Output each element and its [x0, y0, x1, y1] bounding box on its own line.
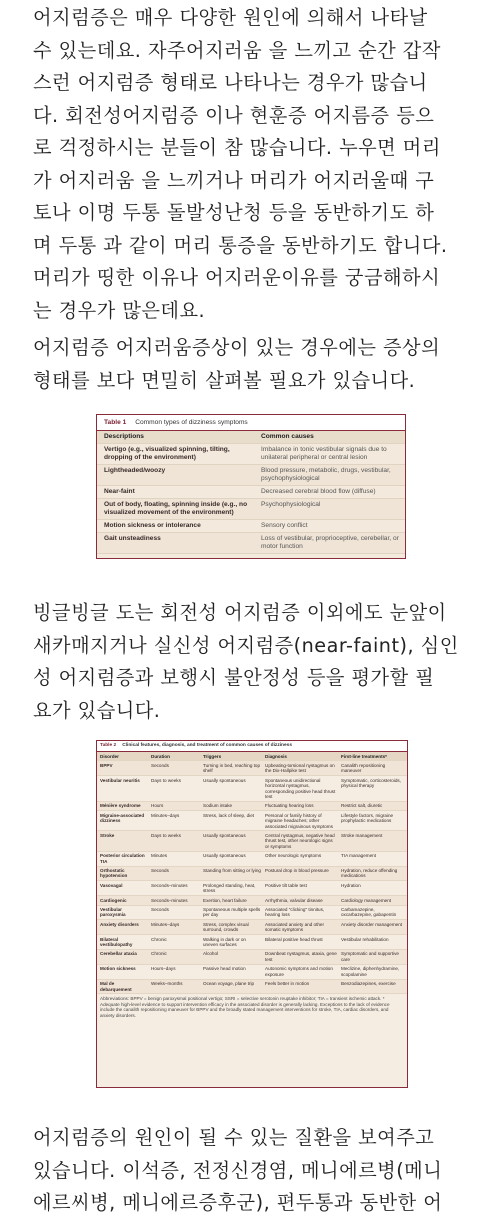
table-cell: Upbeating-torsional nystagmus on the Dix-Hallpike test	[265, 762, 335, 774]
table-cell: Spontaneous unidirectional horizontal nystagmus, corresponding positive head thrust test	[265, 777, 336, 799]
text-line: 어지럼증 어지러움증상이 있는 경우에는 증상의	[33, 336, 441, 359]
table-row	[97, 935, 407, 950]
table-row	[97, 906, 407, 921]
table-cell: Minutes	[151, 853, 168, 859]
table-cell: Meclizine, diphenhydramine, scopolamine	[341, 966, 400, 977]
table-cell: Stroke management	[341, 832, 383, 838]
table-cell: Loss of vestibular, proprioceptive, cerebellar, or motor function	[261, 535, 399, 550]
table-cell: Chronic	[151, 936, 167, 942]
table-cell: Vestibular rehabilitation	[341, 936, 389, 942]
table-cell: Days to weeks	[151, 832, 181, 838]
table-cell: Ménière syndrome	[100, 803, 141, 809]
table-row	[97, 444, 405, 465]
text-line: 요가 있습니다.	[33, 698, 161, 722]
text-line: 어지럼증의 원인이 될 수 있는 질환을 보여주고	[33, 1126, 435, 1149]
table-cell: Bilateral positive head thrust	[265, 936, 323, 942]
text-line: 로 걱정하시는 분들이 참 많습니다. 누우면 머리	[33, 136, 441, 159]
table-cell: Passive head motion	[203, 966, 246, 972]
table-cell: Ocean voyage, plane trip	[203, 981, 255, 987]
text-line: 가 어지러움 을 느끼거나 머리가 어지러울때 구	[33, 168, 435, 192]
table-cell: Postural drop in blood pressure	[265, 868, 329, 873]
table-cell: Cardiogenic	[100, 897, 127, 903]
text-line: 있습니다. 이석증, 전정신경염, 메니에르병(메니	[33, 1158, 443, 1182]
text-line: 어지럼증은 매우 다양한 원인에 의해서 나타날	[33, 6, 428, 29]
table-cell: Hours	[151, 803, 164, 809]
table-cell: Fluctuating hearing loss	[265, 803, 314, 809]
table-cell: Psychophysiological	[261, 501, 321, 508]
evaluation-paragraph	[33, 597, 473, 727]
table-row	[97, 802, 407, 811]
table-cell: Lightheaded/woozy	[104, 467, 166, 474]
table-cell: Usually spontaneous	[203, 777, 246, 783]
table-cell: Usually spontaneous	[203, 853, 246, 859]
table-cell: Standing from sitting or lying	[203, 868, 261, 873]
table-cell: Autonomic symptoms and motion exposure	[265, 966, 333, 977]
table-cell: Seconds–minutes	[151, 897, 188, 903]
symptom-paragraph	[33, 332, 473, 397]
causes-paragraph	[33, 1122, 473, 1220]
table-cell: Hydration	[341, 882, 361, 888]
table-cell: Symptomatic and supportive care	[341, 951, 399, 962]
table-cell: Vestibular neuritis	[100, 777, 140, 783]
table-cell: Alcohol	[203, 951, 219, 957]
table-header-cell: Descriptions	[104, 433, 144, 440]
table-cell: Bilateral vestibulopathy	[100, 936, 133, 948]
dizziness-types-table	[96, 414, 406, 559]
table-cell: Lifestyle factors, migraine prophylactic medications	[341, 812, 394, 824]
table-cell: Out of body, floating, spinning inside (e.g., no visualized movement of the environment)	[104, 501, 248, 516]
table-cell: Stroke	[100, 832, 115, 838]
text-line: 머리가 띵한 이유나 어지러운이유를 궁금해하시	[33, 266, 441, 289]
table-cell: Cerebellar ataxia	[100, 951, 137, 957]
table-cell: Seconds	[151, 762, 169, 768]
table-cell: TIA management	[341, 853, 376, 859]
text-line: 수 있는데요. 자주어지러움 을 느끼고 순간 갑작	[33, 38, 441, 62]
table-cell: Sodium intake	[203, 803, 233, 809]
table-cell: Hydration, reduce offending medications	[341, 868, 398, 879]
table-header-cell: Diagnosis	[265, 753, 287, 759]
table-cell: Seconds	[151, 907, 169, 913]
table-cell: Prolonged standing, heat, stress	[203, 882, 256, 894]
table-header-row	[97, 431, 405, 444]
table-row	[97, 761, 407, 776]
table-cell: Downbeat nystagmus, ataxia, gene test	[265, 951, 337, 962]
table-cell: Weeks–months	[151, 981, 183, 987]
table-cell: Vertigo (e.g., visualized spinning, tilting, dropping of the environment)	[104, 446, 230, 461]
table-cell: Personal or family history of migraine headaches; other associated migrainous symptoms	[265, 812, 333, 829]
table-cell: Carbamazepine, oxcarbazepine, gabapentin	[341, 907, 397, 918]
text-line: 다. 회전성어지럼증 이나 현훈증 어지름증 등으	[33, 103, 435, 127]
text-line: 새카매지거나 실신성 어지럼증(near-faint), 심인	[33, 633, 459, 657]
table-cell: Stress, complex visual surround, crowds	[203, 921, 249, 933]
table-cell: Anxiety disorders	[100, 921, 139, 927]
table-cell: Minutes–days	[151, 921, 180, 927]
table-cell: Restrict salt, diuretic	[341, 803, 383, 809]
table-cell: Exertion, heart failure	[203, 897, 247, 903]
table-cell: Gait unsteadiness	[104, 535, 161, 542]
table-cell: Sensory conflict	[261, 522, 308, 529]
table-cell: Usually spontaneous	[203, 832, 246, 838]
text-line: 형태를 보다 면밀히 살펴볼 필요가 있습니다.	[33, 368, 416, 392]
table-caption: Table 2 Clinical features, diagnosis, and treatment of common causes of dizziness	[97, 741, 407, 752]
table-cell: Arrhythmia, valvular disease	[265, 897, 323, 903]
table-row	[97, 533, 405, 554]
table-header-row	[97, 752, 407, 761]
table-cell: Central nystagmus, negative head thrust test, other neurologic signs or symptoms	[265, 832, 335, 849]
table-cell: Near-faint	[104, 488, 135, 495]
table-cell: Stress, lack of sleep, diet	[203, 812, 255, 818]
table-row	[97, 486, 405, 499]
text-line: 빙글빙글 도는 회전성 어지럼증 이외에도 눈앞이	[33, 601, 447, 624]
table-cell: Feels better in motion	[265, 981, 310, 987]
table-cell: Seconds	[151, 868, 169, 873]
table-cell: Positive tilt table test	[265, 882, 307, 888]
dizziness-causes-table	[96, 740, 408, 1088]
table-cell: Minutes–days	[151, 812, 180, 818]
text-line: 는 경우가 많은데요.	[33, 298, 206, 322]
table-cell: Spontaneous multiple spells per day	[203, 907, 261, 918]
table-row	[97, 965, 407, 980]
table-header-cell: Disorder	[100, 753, 119, 759]
table-cell: Hours–days	[151, 966, 176, 972]
table-row	[97, 776, 407, 802]
table-cell: Turning in bed, reaching top shelf	[203, 762, 261, 774]
table-row	[97, 831, 407, 851]
table-row	[97, 920, 407, 935]
table-cell: Other neurologic symptoms	[265, 853, 322, 859]
text-line: 성 어지럼증과 보행시 불안정성 등을 평가할 필	[33, 666, 435, 689]
table-cell: Symptomatic, corticosteroids, physical therapy	[341, 777, 401, 789]
table-cell: Cardiology management	[341, 897, 392, 903]
table-row	[97, 881, 407, 896]
table-row	[97, 896, 407, 905]
table-cell: Orthostatic hypotension	[100, 868, 128, 879]
table-header-cell: Triggers	[203, 753, 222, 759]
table-cell: Posterior circulation TIA	[100, 853, 145, 864]
table-cell: Benzodiazepines, exercise	[341, 981, 396, 987]
table-row	[97, 811, 407, 831]
table-cell: Associated "clicking" tinnitus, hearing loss	[265, 907, 325, 918]
table-row	[97, 499, 405, 520]
table-row	[97, 520, 405, 533]
table-cell: BPPV	[100, 762, 113, 768]
table-cell: Anxiety disorder management	[341, 921, 403, 927]
table-cell: Migraine-associated dizziness	[100, 812, 145, 824]
table-cell: Canalith repositioning maneuver	[341, 762, 386, 774]
table-cell: Motion sickness	[100, 966, 136, 972]
text-line: 에르씨병, 메니에르증후군), 편두통과 동반한 어	[33, 1191, 443, 1214]
table-cell: Walking in dark or on uneven surfaces	[203, 936, 246, 948]
table-cell: Seconds–minutes	[151, 882, 188, 888]
table-row	[97, 980, 407, 995]
table-header-cell: Duration	[151, 753, 170, 759]
table-row	[97, 852, 407, 867]
table-header-cell: Common causes	[261, 433, 314, 440]
table-row	[97, 465, 405, 486]
table-cell: Vestibular paroxysmia	[100, 907, 126, 918]
table-cell: Imbalance in tonic vestibular signals due to unilateral peripheral or central lesion	[261, 446, 387, 461]
table-cell: Vasovagal	[100, 882, 123, 888]
table-cell: Decreased cerebral blood flow (diffuse)	[261, 488, 376, 495]
table-caption: Table 1 Common types of dizziness symptoms	[97, 415, 405, 431]
text-line: 토나 이명 두통 돌발성난청 등을 동반하기도 하	[33, 201, 435, 224]
table-cell: Associated anxiety and other somatic symptoms	[265, 921, 324, 933]
table-footnote: Abbreviations: BPPV = benign paroxysmal positional vertigo; SSRI = selective serotonin reuptake inhibitor; TIA = transient ischemic attack. * Adequate high-level evidence to support intervention efficacy in the associated disorder is generally lacking. Exceptions to the lack of evidence include the canalith repositioning maneuver for BPPV and the broadly stated management interventions for stroke, TIA, cardiac disorders, and anxiety disorders.	[100, 996, 390, 1018]
table-row	[97, 950, 407, 965]
intro-paragraph	[33, 2, 473, 327]
table-cell: Chronic	[151, 951, 167, 957]
table-cell: Motion sickness or intolerance	[104, 522, 201, 529]
table-cell: Days to weeks	[151, 777, 181, 783]
table-cell: Blood pressure, metabolic, drugs, vestibular, psychophysiological	[261, 467, 391, 482]
text-line: 며 두통 과 같이 머리 통증을 동반하기도 합니다.	[33, 233, 448, 257]
table-header-cell: First-line treatments*	[341, 753, 387, 759]
table-row	[97, 867, 407, 882]
text-line: 스런 어지럼증 형태로 나타나는 경우가 많습니	[33, 71, 428, 94]
table-cell: Mal de debarquement	[100, 981, 132, 992]
